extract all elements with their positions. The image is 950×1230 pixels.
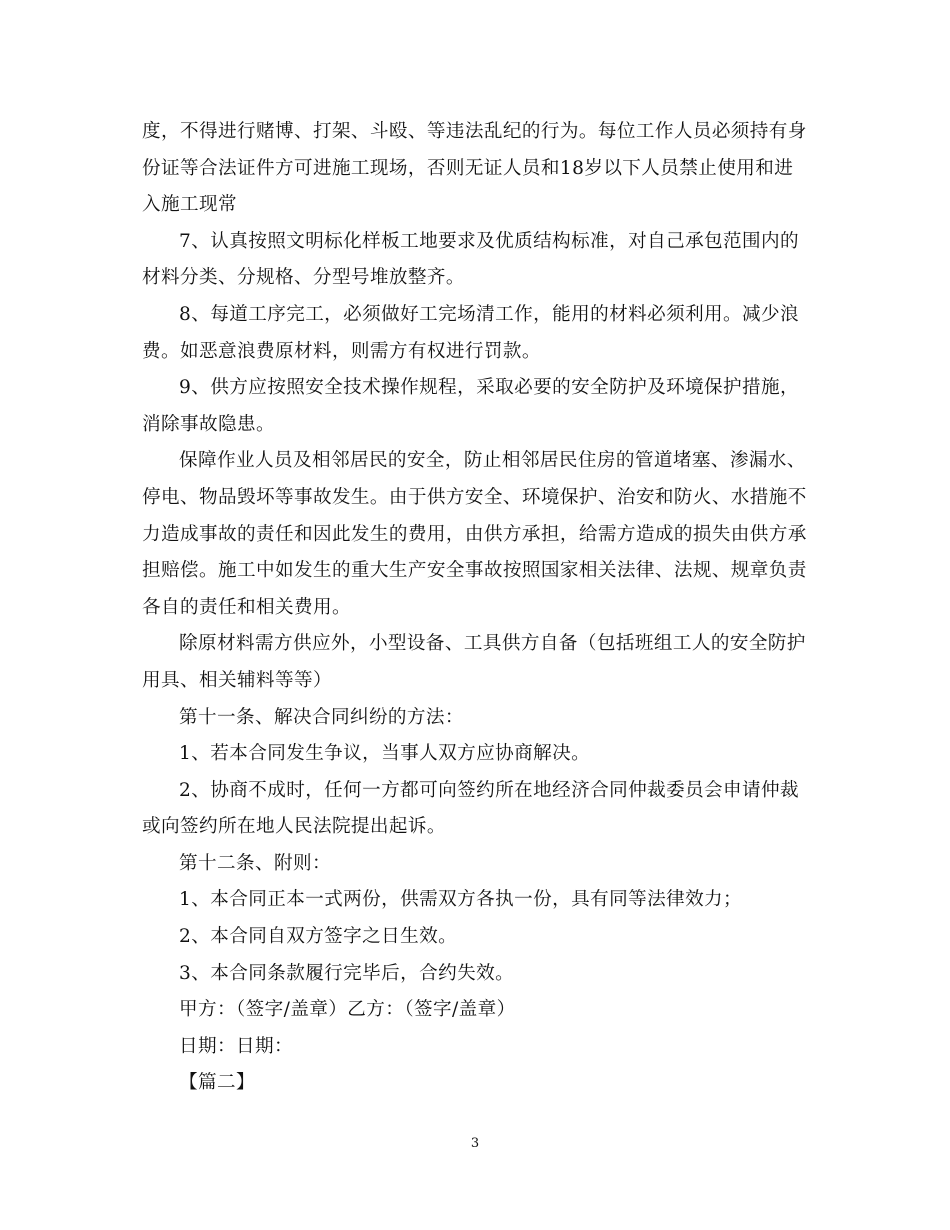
article-12-item-3: 3、本合同条款履行完毕后，合约失效。 <box>179 962 515 984</box>
paragraph-safety: 保障作业人员及相邻居民的安全，防止相邻居民住房的管道堵塞、渗漏水、停电、物品毁坏等事故发生。由于供方安全、环境保护、治安和防火、水措施不力造成事故的责任和因此发生的费用，由供方承担，给需方造成的损失由供方承担赔偿。施工中如发生的重大生产安全事故按照国家相关法律、法规、规章负责各自的责任和相关费用。 <box>142 450 807 618</box>
article-11-heading: 第十一条、解决合同纠纷的方法： <box>179 706 464 728</box>
paragraph-item-9: 9、供方应按照安全技术操作规程，采取必要的安全防护及环境保护措施，消除事故隐患。 <box>142 377 800 435</box>
paragraph-item-8: 8、每道工序完工，必须做好工完场清工作，能用的材料必须利用。减少浪费。如恶意浪费原材料，则需方有权进行罚款。 <box>142 303 800 362</box>
page-number: 3 <box>470 1136 480 1151</box>
article-11-item-1: 1、若本合同发生争议，当事人双方应协商解决。 <box>179 743 591 765</box>
paragraph-equipment: 除原材料需方供应外，小型设备、工具供方自备（包括班组工人的安全防护用具、相关辅料等等） <box>142 633 806 691</box>
date-line: 日期：日期： <box>179 1035 293 1057</box>
paragraph-continuation: 度，不得进行赌博、打架、斗殴、等违法乱纪的行为。每位工作人员必须持有身份证等合法证件方可进施工现场，否则无证人员和18岁以下人员禁止使用和进入施工现常 <box>142 121 807 216</box>
paragraph-item-7: 7、认真按照文明标化样板工地要求及优质结构标准，对自己承包范围内的材料分类、分规格、分型号堆放整齐。 <box>142 230 800 289</box>
document-body <box>142 114 810 1102</box>
section-heading: 【篇二】 <box>179 1072 255 1094</box>
article-12-item-2: 2、本合同自双方签字之日生效。 <box>179 926 458 948</box>
signature-line: 甲方：（签字/盖章）乙方：（签字/盖章） <box>179 999 516 1021</box>
article-12-heading: 第十二条、附则： <box>179 852 331 874</box>
article-11-item-2: 2、协商不成时，任何一方都可向签约所在地经济合同仲裁委员会申请仲裁或向签约所在地人民法院提出起诉。 <box>142 779 800 838</box>
article-12-item-1: 1、本合同正本一式两份，供需双方各执一份，具有同等法律效力； <box>179 889 743 911</box>
